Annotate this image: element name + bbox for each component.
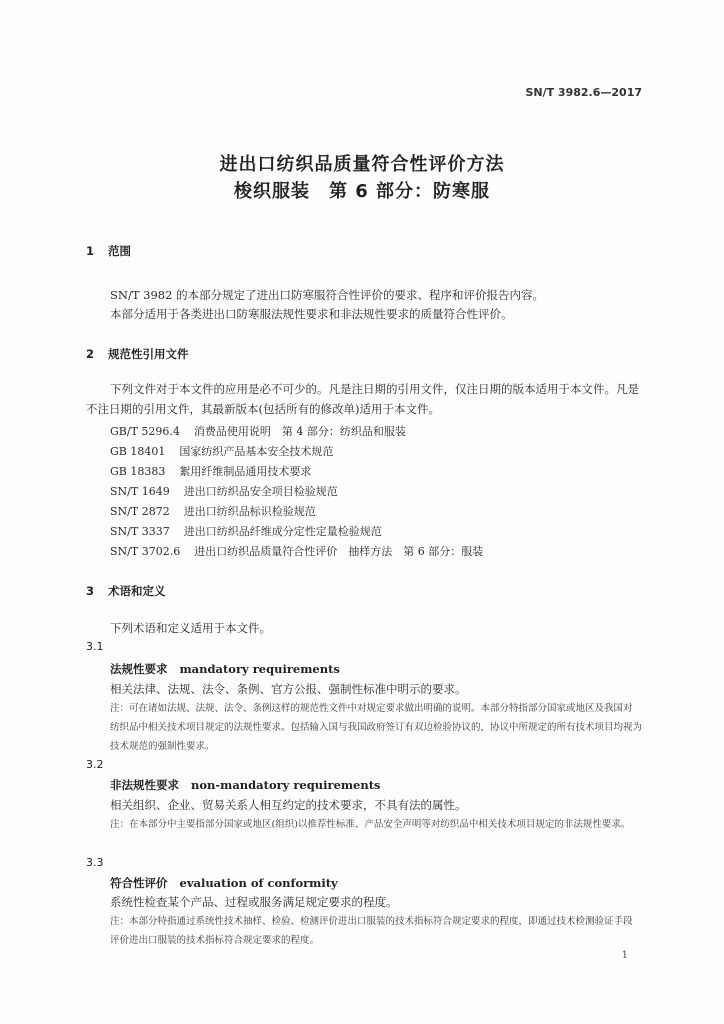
note-label: 注： <box>110 703 130 714</box>
section-3-heading <box>86 583 166 599</box>
section-number: 1 <box>86 244 95 258</box>
note-text: 在本部分中主要指部分国家或地区(组织)以推荐性标准、产品安全声明等对纺织品中相关技术项目规定的非法规性要求。 <box>129 819 631 830</box>
term-definition: 相关法律、法规、法令、条例、官方公报、强制性标准中明示的要求。 <box>110 682 467 696</box>
note-text: 可在诸如法规、法规、法令、条例这样的规范性文件中对规定要求做出明确的说明。本部分特指部分国家或地区及我国对纺织品中相关技术项目规定的法规性要求。包括输入国与我国政府签订有双边检验协议的，协议中所规定的所有技术项目均视为技术规范的强制性要求。 <box>110 703 643 752</box>
reference-item <box>110 423 406 439</box>
section-number: 3 <box>86 584 95 598</box>
reference-title: 进出口纺织品标识检验规范 <box>183 505 316 518</box>
document-title-line2: 梭织服装 第 6 部分：防寒服 <box>233 181 491 202</box>
section-number: 2 <box>86 347 95 361</box>
reference-code: SN/T 3337 <box>110 525 170 538</box>
reference-item <box>110 463 311 479</box>
reference-title: 进出口纺织品纤维成分定性定量检验规范 <box>183 525 382 538</box>
section-1-heading <box>86 243 131 259</box>
reference-item <box>110 483 338 499</box>
term-note <box>110 699 642 756</box>
terms-intro: 下列术语和定义适用于本文件。 <box>110 621 271 635</box>
document-title-line1: 进出口纺织品质量符合性评价方法 <box>219 154 505 175</box>
reference-item <box>110 503 316 519</box>
term-definition: 相关组织、企业、贸易关系人相互约定的技术要求，不具有法的属性。 <box>110 798 467 812</box>
reference-code: GB 18401 <box>110 445 166 458</box>
reference-code: SN/T 3702.6 <box>110 545 181 558</box>
section-title: 术语和定义 <box>108 584 166 598</box>
note-label: 注： <box>110 819 130 830</box>
page-number: 1 <box>621 950 628 961</box>
scope-paragraph-2: 本部分适用于各类进出口防寒服法规性要求和非法规性要求的质量符合性评价。 <box>110 307 513 321</box>
term-note <box>110 815 642 834</box>
term-chinese: 符合性评价 <box>110 876 168 890</box>
reference-code: GB/T 5296.4 <box>110 425 180 438</box>
section-title: 范围 <box>108 244 131 258</box>
clause-number: 3.2 <box>86 758 104 771</box>
section-title: 规范性引用文件 <box>108 347 189 361</box>
note-text: 本部分特指通过系统性技术抽样、检验、检测评价进出口服装的技术指标符合规定要求的程度，即通过技术检测验证手段评价进出口服装的技术指标符合规定要求的程度。 <box>110 916 633 946</box>
reference-item <box>110 443 333 459</box>
term-english: non-mandatory requirements <box>191 778 381 792</box>
reference-code: SN/T 2872 <box>110 505 170 518</box>
term-definition: 系统性检查某个产品、过程或服务满足规定要求的程度。 <box>110 895 398 909</box>
reference-code: GB 18383 <box>110 465 166 478</box>
term-english: evaluation of conformity <box>179 876 338 890</box>
term-heading <box>110 777 381 793</box>
clause-number: 3.1 <box>86 640 104 653</box>
reference-item <box>110 523 382 539</box>
reference-code: SN/T 1649 <box>110 485 170 498</box>
reference-title: 国家纺织产品基本安全技术规范 <box>179 445 334 458</box>
standard-code: SN/T 3982.6—2017 <box>525 86 642 99</box>
section-2-heading <box>86 346 189 362</box>
term-chinese: 非法规性要求 <box>110 778 179 792</box>
term-heading <box>110 661 340 677</box>
clause-number: 3.3 <box>86 856 104 869</box>
scope-paragraph-1: SN/T 3982 的本部分规定了进出口防寒服符合性评价的要求、程序和评价报告内容。 <box>110 288 545 302</box>
note-label: 注： <box>110 916 130 927</box>
term-note <box>110 912 642 950</box>
reference-title: 进出口纺织品安全项目检验规范 <box>183 485 338 498</box>
reference-title: 絮用纤维制品通用技术要求 <box>179 465 312 478</box>
term-heading <box>110 875 338 891</box>
reference-title: 进出口纺织品质量符合性评价 抽样方法 第 6 部分：服装 <box>194 545 484 558</box>
references-intro: 下列文件对于本文件的应用是必不可少的。凡是注日期的引用文件，仅注日期的版本适用于本文件。凡是不注日期的引用文件，其最新版本(包括所有的修改单)适用于本文件。 <box>86 382 639 416</box>
term-english: mandatory requirements <box>179 662 340 676</box>
term-chinese: 法规性要求 <box>110 662 168 676</box>
reference-item <box>110 543 483 559</box>
reference-title: 消费品使用说明 第 4 部分：纺织品和服装 <box>193 425 406 438</box>
